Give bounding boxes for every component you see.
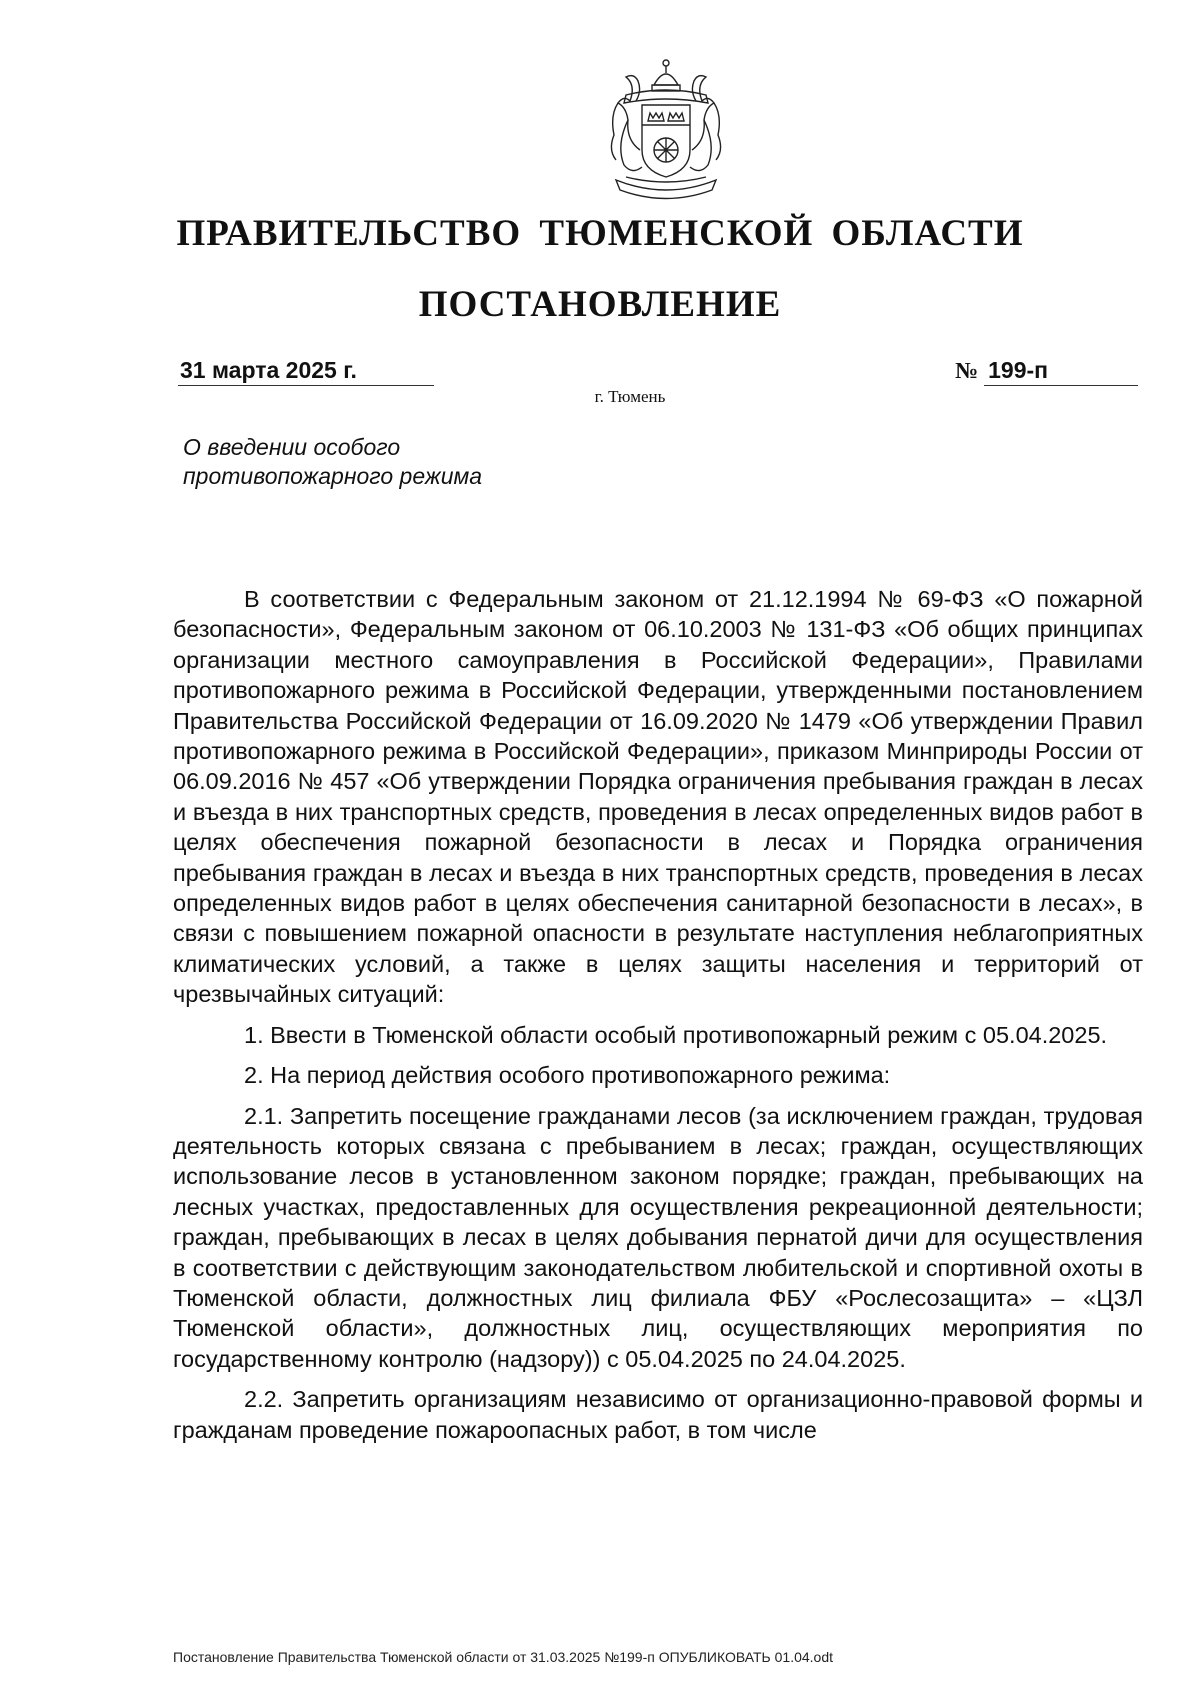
item-2-1-paragraph: 2.1. Запретить посещение гражданами лесов (за исключением граждан, трудовая деятельность которых связана с пребыванием в лесах; граждан, осуществляющих использование лесов в установленном законом порядке; граждан, пребывающих на лесных участках, предоставленных для осуществления рекреационной деятельности; граждан, пребывающих в лесах в целях добывания пернатой дичи для осуществления в соответствии с действующим законодательством любительской и спортивной охоты в Тюменской области, должностных лиц филиала ФБУ «Рослесозащита» – «ЦЗЛ Тюменской области», должностных лиц, осуществляющих мероприятия по государственному контролю (надзору)) с 05.04.2025 по 24.04.2025. (173, 1102, 1143, 1372)
preamble-paragraph: В соответствии с Федеральным законом от 21.12.1994 № 69-ФЗ «О пожарной безопасности», Федеральным законом от 06.10.2003 № 131-ФЗ «Об общих принципах организации местного самоуправления в Российской Федерации», Правилами противопожарного режима в Российской Федерации, утвержденными постановлением Правительства Российской Федерации от 16.09.2020 № 1479 «Об утверждении Правил противопожарного режима в Российской Федерации», приказом Минприроды России от 06.09.2016 № 457 «Об утверждении Порядка ограничения пребывания граждан в лесах и въезда в них транспортных средств, проведения в лесах определенных видов работ в целях обеспечения пожарной безопасности в лесах и Порядка ограничения пребывания граждан в лесах и въезда в них транспортных средств, проведения в лесах определенных видов работ в целях обеспечения санитарной безопасности в лесах», в связи с повышением пожарной опасности в результате наступления неблагоприятных климатических условий, а также в целях защиты населения и территорий от чрезвычайных ситуаций: (173, 586, 1143, 1008)
page-footer: Постановление Правительства Тюменской области от 31.03.2025 №199-п ОПУБЛИКОВАТЬ 01.04.odt (173, 1649, 834, 1665)
city-label: г. Тюмень (594, 387, 666, 406)
item-1-paragraph: 1. Ввести в Тюменской области особый противопожарный режим с 05.04.2025. (244, 1021, 1108, 1048)
document-subject (183, 433, 583, 491)
item-2-paragraph: 2. На период действия особого противопожарного режима: (244, 1062, 891, 1089)
subject-line-1: О введении особого (183, 434, 401, 460)
document-number-field (955, 355, 1138, 386)
number-sign: № (955, 358, 979, 383)
government-title: ПРАВИТЕЛЬСТВО ТЮМЕНСКОЙ ОБЛАСТИ (176, 213, 1024, 254)
document-date: 31 марта 2025 г. (178, 355, 434, 386)
item-2-2-paragraph: 2.2. Запретить организациям независимо от организационно-правовой формы и гражданам проведение пожароопасных работ, в том числе (173, 1386, 1143, 1443)
document-type-title: ПОСТАНОВЛЕНИЕ (418, 284, 782, 325)
subject-line-2: противопожарного режима (183, 463, 483, 489)
document-body (173, 584, 1143, 1455)
coat-of-arms-icon (596, 55, 736, 200)
document-number: 199-п (984, 355, 1138, 386)
